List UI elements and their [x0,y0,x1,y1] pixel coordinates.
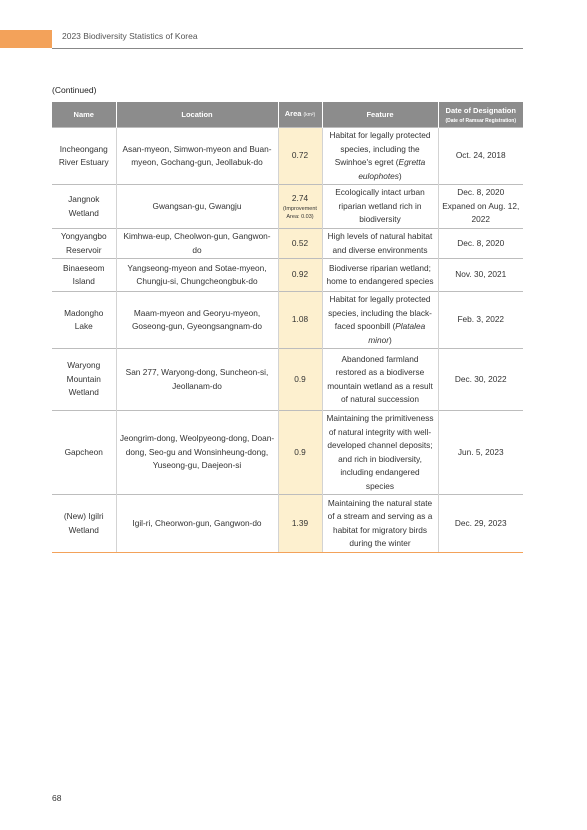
cell-location: Yangseong-myeon and Sotae-myeon, Chungju-si, Chungcheongbuk-do [116,259,278,292]
cell-area [278,185,322,229]
table-body [52,128,523,553]
column-header-area: Area (km²) [278,102,322,128]
column-header-name: Name [52,102,116,128]
area-value: 0.92 [291,269,309,280]
cell-feature [322,229,438,259]
cell-name: Jangnok Wetland [52,185,116,229]
cell-feature [322,349,438,411]
feature-text: Maintaining the primitiveness of natural integrity with well-developed channel deposits; and rich in biodiversity, including endangered species [326,413,434,491]
cell-feature [322,495,438,553]
cell-date: Oct. 24, 2018 [438,128,523,185]
cell-date: Nov. 30, 2021 [438,259,523,292]
cell-location: San 277, Waryong-dong, Suncheon-si, Jeollanam-do [116,349,278,411]
cell-feature [322,185,438,229]
header-accent-tab [0,30,52,48]
table-row [52,185,523,229]
table-row [52,495,523,553]
cell-name: Waryong Mountain Wetland [52,349,116,411]
cell-name: Gapcheon [52,411,116,495]
running-header-title: 2023 Biodiversity Statistics of Korea [62,31,198,41]
table-row [52,229,523,259]
cell-area [278,349,322,411]
species-scientific-name: Egretta eulophotes [358,157,426,181]
column-header-location: Location [116,102,278,128]
feature-text-end: ) [388,334,392,345]
header-divider [52,48,523,49]
area-value: 0.9 [294,373,306,384]
feature-text-end: ) [398,170,402,181]
cell-feature [322,128,438,185]
area-value: 1.39 [291,517,309,528]
cell-area [278,292,322,349]
species-scientific-name: Platalea minor [368,321,426,345]
feature-text: Ecologically intact urban riparian wetland rich in biodiversity [335,187,425,225]
feature-text: Maintaining the natural state of a stream and serving as a habitat for migratory birds during the winter [327,497,433,548]
cell-area [278,411,322,495]
feature-text: Habitat for legally protected species, including the black-faced spoonbill ( [328,294,432,331]
cell-name: Madongho Lake [52,292,116,349]
table-row [52,411,523,495]
cell-date: Dec. 8, 2020 [438,229,523,259]
feature-text: Biodiverse riparian wetland; home to endangered species [326,262,434,286]
cell-location: Kimhwa-eup, Cheolwon-gun, Gangwon-do [116,229,278,259]
area-value: 0.72 [291,150,309,161]
cell-location: Asan-myeon, Simwon-myeon and Buan-myeon, Gochang-gun, Jeollabuk-do [116,128,278,185]
area-value: 1.08 [291,314,309,325]
area-value: 0.52 [291,237,309,248]
cell-location: Igil-ri, Cheorwon-gun, Gangwon-do [116,495,278,553]
cell-area [278,495,322,553]
cell-area [278,259,322,292]
cell-date: Jun. 5, 2023 [438,411,523,495]
cell-name: Yongyangbo Reservoir [52,229,116,259]
cell-date: Dec. 8, 2020 Expaned on Aug. 12, 2022 [438,185,523,229]
page-number: 68 [52,793,62,803]
cell-name: Incheongang River Estuary [52,128,116,185]
feature-text: Abandoned farmland restored as a biodiverse mountain wetland as a result of natural succession [327,353,433,404]
area-unit: (km²) [303,111,316,118]
cell-feature [322,411,438,495]
table-row [52,349,523,411]
area-value: 0.9 [294,446,306,457]
table-row [52,292,523,349]
continued-label: (Continued) [52,85,97,95]
cell-date: Feb. 3, 2022 [438,292,523,349]
cell-feature [322,292,438,349]
cell-area [278,128,322,185]
cell-feature [322,259,438,292]
cell-date: Dec. 29, 2023 [438,495,523,553]
column-header-feature: Feature [322,102,438,128]
wetland-table [52,102,523,553]
area-note: (Improvement Area: 0.03) [283,206,317,221]
cell-date: Dec. 30, 2022 [438,349,523,411]
cell-name: (New) Igilri Wetland [52,495,116,553]
date-subheader: (Date of Ramsar Registration) [445,117,517,124]
cell-location: Jeongrim-dong, Weolpyeong-dong, Doan-dong, Seo-gu and Wonsinheung-dong, Yuseong-gu, Daejeon-si [116,411,278,495]
table-row [52,259,523,292]
table-header-row [52,102,523,128]
column-header-date: Date of Designation (Date of Ramsar Registration) [438,102,523,128]
table-row [52,128,523,185]
feature-text: Habitat for legally protected species, including the Swinhoe's egret ( [329,130,431,167]
cell-location: Gwangsan-gu, Gwangju [116,185,278,229]
cell-name: Binaeseom Island [52,259,116,292]
feature-text: High levels of natural habitat and diverse environments [327,231,433,255]
area-value: 2.74 [291,192,309,203]
cell-location: Maam-myeon and Georyu-myeon, Goseong-gun, Gyeongsangnam-do [116,292,278,349]
cell-area [278,229,322,259]
